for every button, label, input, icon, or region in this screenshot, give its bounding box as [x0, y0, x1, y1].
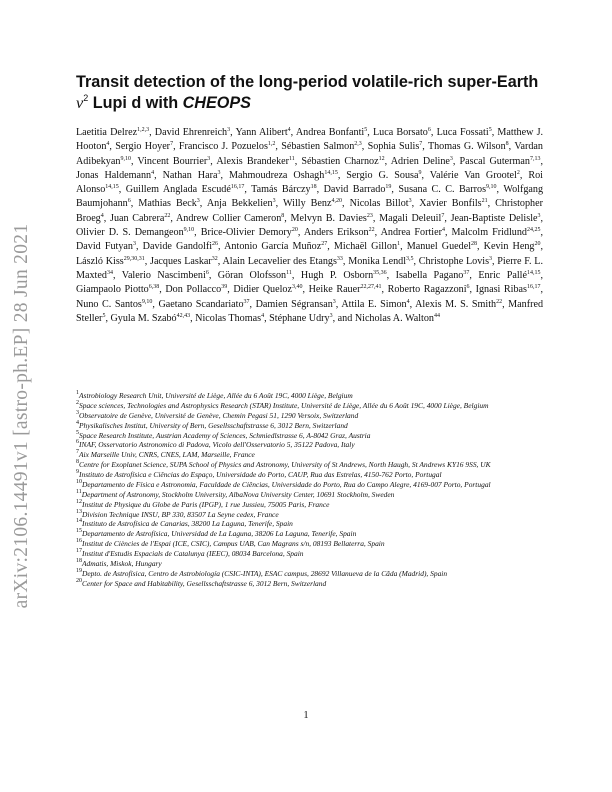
- affiliation-number: 2: [76, 399, 79, 406]
- author-name: Guillem Anglada Escudé: [125, 184, 231, 196]
- author-name: Francisco J. Pozuelos: [178, 141, 268, 153]
- author-name: Don Pollacco: [165, 284, 222, 296]
- author: [76, 241, 136, 252]
- author-name: Anja Bekkelien: [206, 198, 273, 210]
- author-name: Wolfgang Baumjohann: [76, 184, 544, 210]
- author: [150, 256, 218, 267]
- affiliation-number: 15: [76, 528, 82, 535]
- affiliation-text: Instituto de Astrofísica e Ciências do Espaço, Universidade do Porto, CAUP, Rua das Estrelas, 4150-762 Porto, Portugal: [79, 470, 442, 479]
- author-name: Didier Queloz: [233, 284, 292, 296]
- author-name: Gyula M. Szabó: [110, 312, 177, 324]
- author-affiliation-marker: 4: [287, 127, 291, 133]
- author-name: Monika Lendl: [348, 255, 407, 267]
- author-affiliation-marker: 3: [489, 255, 493, 262]
- affiliation-text: Centre for Exoplanet Science, SUPA School of Physics and Astronomy, University of St Andrews, North Haugh, St Andrews KY16 9SS, UK: [79, 460, 491, 470]
- author: [301, 270, 387, 281]
- author: [176, 213, 284, 224]
- author-name: László Kiss: [76, 255, 124, 267]
- author-name: David Barrado: [323, 184, 386, 196]
- author-name: Mahmoudreza Oshagh: [228, 169, 325, 181]
- affiliation-text: Instituto de Astrofísica de Canarias, 38200 La Laguna, Tenerife, Spain: [82, 519, 293, 529]
- author-affiliation-marker: 22: [164, 212, 171, 219]
- author: [324, 184, 392, 195]
- title-mission: CHEOPS: [182, 94, 251, 112]
- affiliation-text: Physikalisches Institut, University of Bern, Gesellsschaftstrasse 6, 3012 Bern, Switzerland: [79, 420, 348, 430]
- author: [229, 170, 338, 181]
- author-name: Manuel Guedel: [406, 241, 472, 253]
- author-name: Nicolas Thomas: [195, 312, 262, 324]
- author-affiliation-marker: 3,5: [406, 255, 414, 262]
- affiliation: [76, 460, 543, 470]
- author: [281, 141, 362, 152]
- affiliation-number: 14: [76, 518, 82, 525]
- author: [476, 284, 541, 295]
- affiliation: [76, 500, 543, 510]
- author-affiliation-marker: 1: [397, 241, 401, 248]
- author: [396, 270, 470, 281]
- author: [76, 299, 152, 310]
- author-affiliation-marker: 8: [281, 212, 285, 219]
- author: [381, 227, 445, 238]
- author-affiliation-marker: 21: [481, 198, 488, 205]
- author-affiliation-marker: 24,25: [526, 227, 541, 234]
- affiliation: [76, 529, 543, 539]
- author-affiliation-marker: 39: [221, 284, 228, 291]
- affiliation-number: 4: [76, 419, 79, 426]
- author-affiliation-marker: 29,30,31: [123, 255, 145, 262]
- affiliation-text: Center for Space and Habitability, Gesellsschaftstrasse 6, 3012 Bern, Switzerland: [82, 578, 327, 588]
- author: [76, 227, 194, 238]
- author-affiliation-marker: 3: [329, 312, 333, 319]
- author: [251, 184, 316, 195]
- affiliation-number: 16: [76, 538, 82, 545]
- author-name: Manfred Steller: [76, 298, 544, 324]
- author: [76, 256, 145, 267]
- affiliation: [76, 519, 543, 529]
- affiliation-text: Departamento de Física e Astronomia, Faculdade de Ciências, Universidade do Porto, Rua do Campo Alegre, 4169-007 Porto, Portugal: [82, 479, 491, 489]
- author-affiliation-marker: 5: [102, 312, 106, 319]
- author-affiliation-marker: 4,20: [331, 198, 342, 205]
- affiliation: [76, 440, 543, 450]
- affiliation-text: Depto. de Astrofísica, Centro de Astrobiología (CSIC-INTA), ESAC campus, 28692 Villanueva de la Cãda (Madrid), Spain: [82, 568, 448, 578]
- affiliation-text: Admatis, Miskok, Hungary: [82, 558, 162, 568]
- affiliation-number: 7: [76, 449, 79, 456]
- author-affiliation-marker: 12: [378, 155, 385, 162]
- author-affiliation-marker: 27: [321, 241, 328, 248]
- author: [419, 198, 487, 209]
- author: [452, 227, 541, 238]
- author: [478, 270, 540, 281]
- author: [224, 241, 327, 252]
- author-name: Jacques Laskar: [150, 255, 212, 267]
- author-affiliation-marker: 1,2,3: [137, 127, 150, 133]
- author-name: Davide Gandolfi: [142, 241, 213, 253]
- title-nu-superscript: 2: [83, 93, 89, 103]
- author-affiliation-marker: 3: [207, 155, 211, 162]
- author: [334, 241, 400, 252]
- author: [163, 170, 221, 181]
- affiliation-number: 20: [76, 577, 82, 584]
- author-affiliation-marker: 9,10: [486, 184, 497, 191]
- author-affiliation-marker: 9,10: [120, 155, 131, 162]
- author: [437, 127, 492, 138]
- author: [430, 170, 520, 181]
- author-name: Vardan Adibekyan: [76, 141, 543, 167]
- affiliation-list: [76, 391, 543, 589]
- affiliation-number: 18: [76, 557, 82, 564]
- author-affiliation-marker: 3: [449, 155, 453, 162]
- arxiv-stamp: [4, 223, 40, 609]
- author-name: Valerio Nascimbeni: [121, 269, 206, 281]
- author: [269, 313, 332, 324]
- author-name: Enric Pallé: [478, 269, 527, 281]
- author: [398, 184, 496, 195]
- author-name: Magali Deleuil: [379, 212, 442, 224]
- author-name: Nicolas Billot: [349, 198, 409, 210]
- author-name: Susana C. C. Barros: [398, 184, 487, 196]
- author-name: Willy Benz: [282, 198, 332, 210]
- author: [165, 284, 227, 295]
- affiliation: [76, 470, 543, 480]
- author-affiliation-marker: 8: [505, 141, 509, 148]
- author-affiliation-marker: 5: [364, 127, 368, 133]
- author-affiliation-marker: 3: [196, 198, 200, 205]
- affiliation-number: 19: [76, 567, 82, 574]
- author: [201, 227, 298, 238]
- author-name: Nicholas A. Walton: [354, 312, 434, 324]
- author: [391, 156, 453, 167]
- author: [304, 227, 375, 238]
- author-name: Andrea Fortier: [380, 227, 442, 239]
- author: [155, 127, 230, 138]
- affiliation-number: 11: [76, 488, 82, 495]
- affiliation-number: 12: [76, 498, 82, 505]
- affiliation-text: Astrobiology Research Unit, Université de Liège, Allée du 6 Août 19C, 4000 Liège, Belgium: [79, 391, 353, 400]
- author-affiliation-marker: 11: [286, 269, 292, 276]
- author-name: Pascal Guterman: [459, 155, 530, 167]
- author: [158, 299, 249, 310]
- affiliation: [76, 569, 543, 579]
- affiliation: [76, 549, 543, 559]
- author-name: Laetitia Delrez: [76, 127, 138, 138]
- page-number: 1: [303, 710, 309, 721]
- author: [222, 256, 342, 267]
- arxiv-id-text: arXiv:2106.14491v1 [astro-ph.EP] 28 Jun 2021: [11, 223, 32, 609]
- author-name: Hugh P. Osborn: [300, 269, 374, 281]
- author-list: Laetitia Delrez$^{1,2,3}$, David Ehrenreich$^3$, Yann Alibert$^4$, Andrea Bonfanti$^5$, Luca Borsato$^6$, Luca Fossati$^5$, Matthew J. Hooton$^4$, Sergio Hoyer$^7$, Francisco J. Pozuelos$^{1,2}$, Sébastien Salmon$^{2,3}$, Sophia Sulis$^7$, Thomas G. Wilson$^8$, Vardan Adibekyan$^{9,10}$, Vincent Bourrier$^3$, Alexis Brandeker$^{11}$, Sébastien Charnoz$^{12}$, Adrien Deline$^3$, Pascal Guterman$^{7,13}$, Jonas Haldemann$^4$, Nathan Hara$^3$, Mahmoudreza Oshagh$^{14,15}$, Sergio G. Sousa$^9$, Valérie Van Grootel$^2$, Roi Alonso$^{14,15}$, Guillem Anglada Escudé$^{16,17}$, Tamás Bárczy$^{18}$, David Barrado$^{19}$, Susana C. C. Barros$^{9,10}$, Wolfgang Baumjohann$^6$, Mathias Beck$^3$, Anja Bekkelien$^3$, Willy Benz$^{4,20}$, Nicolas Billot$^3$, Xavier Bonfils$^{21}$, Christopher Broeg$^4$, Juan Cabrera$^{22}$, Andrew Collier Cameron$^8$, Melvyn B. Davies$^{23}$, Magali Deleuil$^7$, Jean-Baptiste Delisle$^3$, Olivier D. S. Demangeon$^{9,10}$, Brice-Olivier Demory$^{20}$, Anders Erikson$^{22}$, Andrea Fortier$^4$, Malcolm Fridlund$^{24,25}$, David Futyan$^3$, Davide Gandolfi$^{26}$, Antonio García Muñoz$^{27}$, Michaël Gillon$^1$, Manuel Guedel$^{28}$, Kevin Heng$^{20}$, László Kiss$^{29,30,31}$, Jacques Laskar$^{32}$, Alain Lecavelier des Etangs$^{33}$, Monika Lendl$^{3,5}$, Christophe Lovis$^3$, Pierre F. L. Maxted$^{34}$, Valerio Nascimbeni$^6$, Göran Olofsson$^{11}$, Hugh P. Osborn$^{35,36}$, Isabella Pagano$^{37}$, Enric Pallé$^{14,15}$, Giampaolo Piotto$^{6,38}$, Don Pollacco$^{39}$, Didier Queloz$^{3,40}$, Heike Rauer$^{22,27,41}$, Roberto Ragazzoni$^6$, Ignasi Ribas$^{16,17}$, Nuno C. Santos$^{9,10}$, Gaetano Scandariato$^{37}$, Damien Ségransan$^3$, Attila E. Simon$^4$, Alexis M. S. Smith$^{22}$, Manfred Steller$^5$, Gyula M. Szabó$^{42,43}$, Nicolas Thomas$^4$, Stéphane Udry$^3$, and Nicholas A. Walton$^{44}$: [76, 127, 544, 324]
- affiliation-number: 13: [76, 508, 82, 515]
- author: [195, 313, 264, 324]
- author-name: Nuno C. Santos: [76, 298, 142, 310]
- author-affiliation-marker: 16,17: [230, 184, 245, 191]
- author-affiliation-marker: 35,36: [373, 269, 387, 276]
- affiliation: [76, 401, 543, 411]
- author-affiliation-marker: 7: [419, 141, 423, 148]
- author-affiliation-marker: 6: [427, 127, 431, 133]
- author-affiliation-marker: 9: [418, 169, 422, 176]
- author-affiliation-marker: 4: [151, 169, 155, 176]
- author-name: Matthew J. Hooton: [76, 127, 544, 153]
- affiliation: [76, 579, 543, 589]
- author-affiliation-marker: 2: [516, 169, 520, 176]
- affiliation-number: 8: [76, 459, 79, 466]
- author: [388, 284, 470, 295]
- author-affiliation-marker: 3: [408, 198, 412, 205]
- author-affiliation-marker: 9,10: [183, 227, 195, 234]
- author-name: Stéphane Udry: [269, 312, 330, 324]
- author: [179, 141, 276, 152]
- affiliation-text: INAF, Osservatorio Astronomico di Padova, Vicolo dell'Osservatorio 5, 35122 Padova, Italy: [79, 440, 355, 450]
- author-affiliation-marker: 6: [127, 198, 131, 205]
- author: [115, 141, 173, 152]
- affiliation: [76, 391, 543, 401]
- author-affiliation-marker: 3: [537, 212, 541, 219]
- affiliation: [76, 559, 543, 569]
- author-name: Sergio G. Sousa: [346, 169, 419, 181]
- author-name: Anders Erikson: [303, 227, 369, 239]
- affiliation-number: 5: [76, 429, 79, 436]
- author: [350, 198, 412, 209]
- author: [484, 241, 541, 252]
- affiliation: [76, 490, 543, 500]
- author-affiliation-marker: 37: [463, 269, 470, 276]
- author-name: Christophe Lovis: [418, 255, 490, 267]
- author: [207, 198, 276, 209]
- author: [138, 198, 199, 209]
- author-affiliation-marker: 3: [272, 198, 276, 205]
- author-name: Valérie Van Grootel: [429, 169, 517, 181]
- author-name: Alexis M. S. Smith: [415, 298, 497, 310]
- title-part-2: Lupi d with: [88, 94, 183, 112]
- author-name: Andrea Bonfanti: [295, 127, 365, 138]
- author-name: Damien Ségransan: [255, 298, 333, 310]
- author-name: David Ehrenreich: [154, 127, 228, 138]
- author-name: Luca Fossati: [436, 127, 489, 138]
- author-affiliation-marker: 4: [441, 227, 445, 234]
- author-affiliation-marker: 14,15: [526, 269, 541, 276]
- author-name: Luca Borsato: [372, 127, 428, 138]
- author-affiliation-marker: 5: [488, 127, 492, 133]
- author: [338, 313, 440, 324]
- author-conjunction: and: [337, 312, 355, 324]
- author: [76, 127, 149, 138]
- affiliation-text: Space Research Institute, Austrian Academy of Sciences, Schmiedlstrasse 6, A-8042 Graz, Austria: [79, 430, 371, 440]
- affiliation: [76, 421, 543, 431]
- author: [291, 213, 373, 224]
- author-name: Brice-Olivier Demory: [200, 227, 292, 239]
- author: [126, 184, 245, 195]
- author-name: Sergio Hoyer: [115, 141, 171, 153]
- author-affiliation-marker: 22,27,41: [360, 284, 382, 291]
- author-name: Roi Alonso: [76, 169, 543, 196]
- affiliation-text: Space sciences, Technologies and Astrophysics Research (STAR) Institute, Université de Liège, Allée du 6 Août 19C, 4000 Liège, Belgium: [79, 400, 489, 410]
- affiliation-text: Departamento de Astrofísica, Universidad de La Laguna, 38206 La Laguna, Tenerife, Spain: [82, 529, 357, 539]
- author-affiliation-marker: 11: [289, 155, 295, 162]
- author-affiliation-marker: 44: [433, 312, 440, 319]
- author: [346, 170, 421, 181]
- author-name: Isabella Pagano: [395, 269, 464, 281]
- author-affiliation-marker: 4: [106, 141, 110, 148]
- author: [143, 241, 218, 252]
- author-affiliation-marker: 9,10: [141, 298, 153, 305]
- author-affiliation-marker: 4: [406, 298, 410, 305]
- affiliation-number: 17: [76, 548, 82, 554]
- author: [233, 284, 302, 295]
- author: [419, 256, 492, 267]
- author-affiliation-marker: 3: [133, 241, 136, 248]
- affiliation: [76, 510, 543, 520]
- author: [415, 299, 502, 310]
- author-name: Christopher Broeg: [76, 198, 543, 224]
- author-affiliation-marker: 22: [368, 227, 375, 234]
- author-name: Juan Cabrera: [110, 212, 165, 224]
- author-affiliation-marker: 4: [100, 212, 104, 219]
- author: [76, 284, 159, 295]
- author-name: Antonio García Muñoz: [224, 241, 322, 253]
- author-name: David Futyan: [76, 241, 133, 253]
- author-affiliation-marker: 6: [466, 284, 470, 291]
- author-name: Sébastien Salmon: [281, 141, 355, 153]
- affiliation-text: Department of Astronomy, Stockholm University, AlbaNova University Center, 10691 Stockholm, Sweden: [81, 489, 395, 499]
- affiliation-text: Aix Marseille Univ, CNRS, CNES, LAM, Marseille, France: [79, 450, 255, 460]
- author: [379, 213, 444, 224]
- author: [137, 156, 210, 167]
- author-name: Yann Alibert: [235, 127, 288, 138]
- author-name: Sophia Sulis: [367, 141, 420, 153]
- author-name: Jean-Baptiste Delisle: [450, 212, 538, 224]
- author-affiliation-marker: 14,15: [324, 169, 338, 176]
- author-name: Göran Olofsson: [217, 269, 287, 281]
- author-affiliation-marker: 3: [227, 127, 231, 133]
- affiliation-text: Division Technique INSU, BP 330, 83507 La Seyne cedex, France: [82, 509, 279, 519]
- author: [451, 213, 541, 224]
- author-affiliation-marker: 14,15: [105, 184, 119, 191]
- affiliation-number: 3: [76, 409, 79, 416]
- author: [341, 299, 409, 310]
- affiliation-text: Institut d'Estudis Espacials de Catalunya (IEEC), 08034 Barcelona, Spain: [82, 549, 304, 558]
- author-affiliation-marker: 42,43: [176, 312, 191, 319]
- affiliation: [76, 431, 543, 441]
- author-name: Heike Rauer: [308, 284, 361, 296]
- author: [76, 170, 154, 181]
- author: [110, 213, 170, 224]
- author-affiliation-marker: 20: [291, 227, 298, 234]
- author-affiliation-marker: 19: [385, 184, 392, 191]
- author: [122, 270, 209, 281]
- author-name: Nathan Hara: [162, 169, 218, 181]
- paper-title: [76, 72, 546, 114]
- author-affiliation-marker: 2,3: [354, 141, 362, 148]
- author-name: Kevin Heng: [483, 241, 535, 253]
- author-name: Ignasi Ribas: [475, 284, 527, 296]
- author-name: Roberto Ragazzoni: [387, 284, 467, 296]
- author: [283, 198, 342, 209]
- author: [460, 156, 541, 167]
- affiliation-number: 10: [76, 478, 82, 485]
- author: [428, 141, 509, 152]
- author-affiliation-marker: 28: [471, 241, 478, 248]
- author-name: Attila E. Simon: [341, 298, 407, 310]
- affiliation: [76, 411, 543, 421]
- author: [373, 127, 431, 138]
- author-name: Melvyn B. Davies: [290, 212, 367, 224]
- author-affiliation-marker: 7: [170, 141, 174, 148]
- author-affiliation-marker: 34: [106, 269, 113, 276]
- author-affiliation-marker: 37: [243, 298, 250, 305]
- author: [111, 313, 191, 324]
- author-affiliation-marker: 3,40: [291, 284, 303, 291]
- author-affiliation-marker: 32: [211, 255, 218, 262]
- affiliation: [76, 480, 543, 490]
- author: [216, 156, 294, 167]
- author-affiliation-marker: 6,38: [148, 284, 160, 291]
- author-affiliation-marker: 18: [310, 184, 317, 191]
- author-affiliation-marker: 3: [217, 169, 221, 176]
- affiliation-text: Observatoire de Genève, Université de Genève, Chemin Pegasi 51, 1290 Versoix, Switzerland: [79, 410, 359, 420]
- affiliation-text: Institut de Ciències de l'Espai (ICE, CSIC), Campus UAB, Can Magrans s/n, 08193 Bellaterra, Spain: [82, 539, 385, 549]
- author-affiliation-marker: 20: [534, 241, 541, 248]
- author-name: Sébastien Charnoz: [301, 155, 379, 167]
- affiliation-number: 1: [76, 390, 79, 396]
- author-name: Olivier D. S. Demangeon: [76, 227, 184, 239]
- title-part-1: Transit detection of the long-period volatile-rich super-Earth: [76, 73, 539, 91]
- author-affiliation-marker: 6: [205, 269, 209, 276]
- author-name: Andrew Collier Cameron: [176, 212, 282, 224]
- author-name: Gaetano Scandariato: [158, 298, 244, 310]
- author: [407, 241, 477, 252]
- author-name: Vincent Bourrier: [137, 155, 208, 167]
- author-name: Michaël Gillon: [333, 241, 398, 253]
- author: [368, 141, 423, 152]
- title-nu-symbol: ν: [76, 94, 84, 112]
- author-name: Thomas G. Wilson: [427, 141, 506, 153]
- author: [301, 156, 384, 167]
- author: [235, 127, 290, 138]
- author-name: Pierre F. L. Maxted: [76, 255, 543, 281]
- author-name: Xavier Bonfils: [419, 198, 482, 210]
- author-affiliation-marker: 7: [441, 212, 445, 219]
- author-affiliation-marker: 16,17: [526, 284, 541, 291]
- author-name: Jonas Haldemann: [76, 169, 152, 181]
- author-affiliation-marker: 26: [212, 241, 219, 248]
- author-name: Adrien Deline: [390, 155, 450, 167]
- author-affiliation-marker: 23: [366, 212, 373, 219]
- author-name: Malcolm Fridlund: [451, 227, 527, 239]
- author: [309, 284, 382, 295]
- author-name: Alexis Brandeker: [216, 155, 290, 167]
- affiliation: [76, 539, 543, 549]
- author: [256, 299, 336, 310]
- author-name: Mathias Beck: [138, 198, 197, 210]
- author: [348, 256, 413, 267]
- affiliation-number: 9: [76, 469, 79, 475]
- author-name: Giampaolo Piotto: [76, 284, 149, 296]
- author-affiliation-marker: 1,2: [267, 141, 276, 148]
- affiliation-text: Institut de Physique du Globe de Paris (IPGP), 1 rue Jussieu, 75005 Paris, France: [82, 499, 330, 509]
- author: [296, 127, 367, 138]
- author-affiliation-marker: 33: [336, 255, 343, 262]
- author-name: Alain Lecavelier des Etangs: [222, 255, 337, 267]
- author: [218, 270, 292, 281]
- author-affiliation-marker: 3: [332, 298, 336, 305]
- author-affiliation-marker: 4: [261, 312, 265, 319]
- author-affiliation-marker: 22: [496, 298, 503, 305]
- author-name: Tamás Bárczy: [251, 184, 311, 196]
- affiliation: [76, 450, 543, 460]
- author-affiliation-marker: 7,13: [529, 155, 541, 162]
- affiliation-number: 6: [76, 439, 79, 446]
